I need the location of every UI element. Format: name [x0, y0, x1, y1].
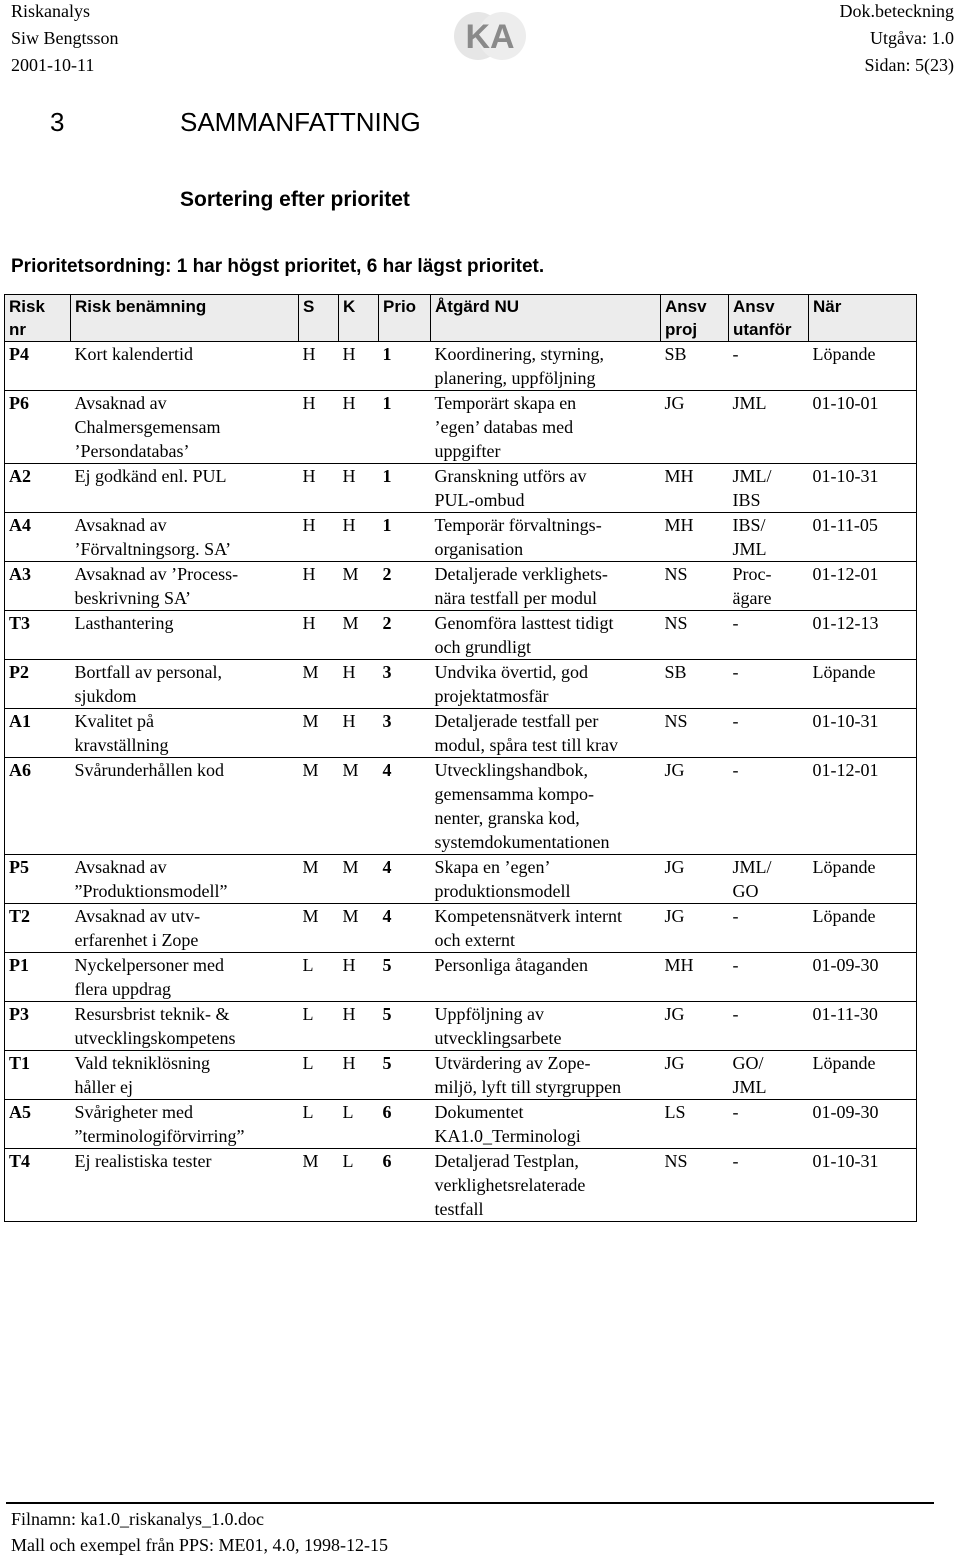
cell-priority: 1 [379, 391, 431, 464]
cell-priority: 5 [379, 1002, 431, 1051]
header-responsible-external: Ansv utanför [729, 295, 809, 342]
cell-responsible-external: - [729, 758, 809, 855]
cell-responsible-external: Proc- ägare [729, 562, 809, 611]
cell-risk-name: Nyckelpersoner med flera uppdrag [71, 953, 299, 1002]
cell-action: Temporär förvaltnings- organisation [431, 513, 661, 562]
cell-action: Personliga åtaganden [431, 953, 661, 1002]
cell-priority: 4 [379, 855, 431, 904]
logo-text: KA [465, 18, 515, 56]
section-heading [50, 107, 421, 138]
section-number: 3 [50, 107, 65, 137]
cell-priority: 2 [379, 562, 431, 611]
footer [11, 1506, 388, 1558]
cell-responsible-external: - [729, 1002, 809, 1051]
doc-date: 2001-10-11 [11, 55, 95, 75]
cell-risk-nr: T1 [5, 1051, 71, 1100]
table-row [5, 391, 917, 464]
cell-severity: L [299, 1100, 339, 1149]
cell-responsible-external: JML [729, 391, 809, 464]
cell-when: Löpande [809, 904, 917, 953]
cell-risk-name: Ej godkänd enl. PUL [71, 464, 299, 513]
cell-consequence: H [339, 342, 379, 391]
cell-when: 01-12-01 [809, 562, 917, 611]
cell-responsible-project: JG [661, 1051, 729, 1100]
cell-when: Löpande [809, 660, 917, 709]
cell-consequence: L [339, 1149, 379, 1222]
cell-action: Skapa en ’egen’ produktionsmodell [431, 855, 661, 904]
cell-responsible-project: NS [661, 611, 729, 660]
cell-priority: 1 [379, 464, 431, 513]
cell-responsible-external: JML/ GO [729, 855, 809, 904]
cell-priority: 3 [379, 660, 431, 709]
cell-priority: 5 [379, 953, 431, 1002]
cell-responsible-external: - [729, 709, 809, 758]
header-risk-nr: Risk nr [5, 295, 71, 342]
cell-action: Kompetensnätverk internt och externt [431, 904, 661, 953]
cell-responsible-project: JG [661, 904, 729, 953]
header-left [11, 0, 119, 79]
cell-consequence: H [339, 660, 379, 709]
cell-risk-name: Avsaknad av utv- erfarenhet i Zope [71, 904, 299, 953]
table-row [5, 660, 917, 709]
cell-severity: L [299, 1002, 339, 1051]
cell-risk-nr: P3 [5, 1002, 71, 1051]
cell-responsible-external: - [729, 342, 809, 391]
cell-responsible-project: NS [661, 1149, 729, 1222]
cell-when: 01-11-05 [809, 513, 917, 562]
footer-divider [6, 1502, 934, 1504]
cell-responsible-external: - [729, 1149, 809, 1222]
cell-severity: H [299, 342, 339, 391]
cell-action: Detaljerad Testplan, verklighetsrelaterade testfall [431, 1149, 661, 1222]
priority-note: Prioritetsordning: 1 har högst prioritet, 6 har lägst prioritet. [11, 256, 545, 277]
doc-title: Riskanalys [11, 1, 90, 21]
table-row [5, 1051, 917, 1100]
cell-severity: H [299, 611, 339, 660]
table-row [5, 953, 917, 1002]
cell-responsible-project: LS [661, 1100, 729, 1149]
cell-when: Löpande [809, 342, 917, 391]
cell-priority: 4 [379, 758, 431, 855]
cell-when: Löpande [809, 1051, 917, 1100]
cell-risk-name: Lasthantering [71, 611, 299, 660]
cell-risk-name: Avsaknad av ”Produktionsmodell” [71, 855, 299, 904]
cell-risk-nr: A3 [5, 562, 71, 611]
cell-risk-name: Avsaknad av ’Förvaltningsorg. SA’ [71, 513, 299, 562]
cell-risk-name: Svårigheter med ”terminologiförvirring” [71, 1100, 299, 1149]
cell-consequence: H [339, 1051, 379, 1100]
cell-action: Undvika övertid, god projektatmosfär [431, 660, 661, 709]
cell-severity: H [299, 513, 339, 562]
cell-action: Detaljerade testfall per modul, spåra test till krav [431, 709, 661, 758]
cell-priority: 5 [379, 1051, 431, 1100]
cell-responsible-project: NS [661, 709, 729, 758]
cell-risk-name: Svårunderhållen kod [71, 758, 299, 855]
header-severity: S [299, 295, 339, 342]
cell-action: Utvecklingshandbok, gemensamma kompo- nenter, granska kod, systemdokumentationen [431, 758, 661, 855]
cell-responsible-project: JG [661, 1002, 729, 1051]
cell-risk-nr: P6 [5, 391, 71, 464]
cell-risk-nr: T2 [5, 904, 71, 953]
cell-consequence: M [339, 904, 379, 953]
cell-consequence: M [339, 562, 379, 611]
cell-responsible-external: - [729, 904, 809, 953]
cell-when: 01-09-30 [809, 1100, 917, 1149]
table-row [5, 513, 917, 562]
cell-action: Genomföra lasttest tidigt och grundligt [431, 611, 661, 660]
doc-reference: Dok.beteckning [839, 1, 954, 21]
cell-risk-nr: A1 [5, 709, 71, 758]
cell-priority: 1 [379, 342, 431, 391]
table-row [5, 1149, 917, 1222]
cell-risk-nr: P1 [5, 953, 71, 1002]
cell-responsible-external: IBS/ JML [729, 513, 809, 562]
cell-risk-nr: T4 [5, 1149, 71, 1222]
cell-risk-name: Vald tekniklösning håller ej [71, 1051, 299, 1100]
cell-consequence: H [339, 391, 379, 464]
cell-severity: M [299, 709, 339, 758]
header-action: Åtgärd NU [431, 295, 661, 342]
cell-action: Dokumentet KA1.0_Terminologi [431, 1100, 661, 1149]
cell-action: Granskning utförs av PUL-ombud [431, 464, 661, 513]
cell-severity: M [299, 904, 339, 953]
footer-template: Mall och exempel från PPS: ME01, 4.0, 1998-12-15 [11, 1535, 388, 1555]
cell-severity: H [299, 562, 339, 611]
cell-priority: 2 [379, 611, 431, 660]
cell-priority: 4 [379, 904, 431, 953]
cell-when: Löpande [809, 855, 917, 904]
header-responsible-project: Ansv proj [661, 295, 729, 342]
table-body [5, 342, 917, 1222]
cell-responsible-project: MH [661, 953, 729, 1002]
cell-risk-nr: A5 [5, 1100, 71, 1149]
cell-responsible-project: JG [661, 391, 729, 464]
cell-risk-nr: A4 [5, 513, 71, 562]
cell-severity: H [299, 391, 339, 464]
cell-risk-nr: A2 [5, 464, 71, 513]
cell-consequence: M [339, 855, 379, 904]
cell-priority: 1 [379, 513, 431, 562]
cell-responsible-project: JG [661, 855, 729, 904]
cell-severity: L [299, 1051, 339, 1100]
cell-when: 01-10-31 [809, 709, 917, 758]
cell-risk-nr: T3 [5, 611, 71, 660]
cell-responsible-project: NS [661, 562, 729, 611]
risk-table [4, 294, 917, 1222]
subsection-heading: Sortering efter prioritet [180, 188, 410, 211]
cell-priority: 6 [379, 1100, 431, 1149]
cell-when: 01-10-31 [809, 464, 917, 513]
cell-action: Koordinering, styrning, planering, uppföljning [431, 342, 661, 391]
cell-consequence: H [339, 709, 379, 758]
cell-priority: 6 [379, 1149, 431, 1222]
table-row [5, 855, 917, 904]
cell-risk-nr: P4 [5, 342, 71, 391]
cell-severity: M [299, 758, 339, 855]
header-consequence: K [339, 295, 379, 342]
cell-risk-nr: P5 [5, 855, 71, 904]
cell-when: 01-10-01 [809, 391, 917, 464]
cell-when: 01-12-13 [809, 611, 917, 660]
table-row [5, 1100, 917, 1149]
cell-consequence: H [339, 953, 379, 1002]
cell-responsible-project: SB [661, 660, 729, 709]
cell-risk-name: Avsaknad av ’Process- beskrivning SA’ [71, 562, 299, 611]
cell-responsible-project: SB [661, 342, 729, 391]
cell-consequence: H [339, 464, 379, 513]
cell-severity: M [299, 855, 339, 904]
cell-when: 01-09-30 [809, 953, 917, 1002]
cell-risk-nr: A6 [5, 758, 71, 855]
doc-author: Siw Bengtsson [11, 28, 119, 48]
table-row [5, 464, 917, 513]
section-title: SAMMANFATTNING [180, 107, 421, 137]
table-row [5, 709, 917, 758]
table-row [5, 1002, 917, 1051]
cell-responsible-external: - [729, 611, 809, 660]
table-row [5, 342, 917, 391]
footer-filename: Filnamn: ka1.0_riskanalys_1.0.doc [11, 1509, 264, 1529]
cell-risk-name: Resursbrist teknik- & utvecklingskompetens [71, 1002, 299, 1051]
cell-action: Uppföljning av utvecklingsarbete [431, 1002, 661, 1051]
doc-version: Utgåva: 1.0 [870, 28, 954, 48]
header-right [840, 0, 954, 79]
header-priority: Prio [379, 295, 431, 342]
cell-risk-name: Ej realistiska tester [71, 1149, 299, 1222]
table-row [5, 562, 917, 611]
cell-responsible-external: - [729, 660, 809, 709]
cell-severity: M [299, 660, 339, 709]
cell-consequence: M [339, 611, 379, 660]
table-row [5, 758, 917, 855]
cell-severity: L [299, 953, 339, 1002]
header-risk-name: Risk benämning [71, 295, 299, 342]
table-header-row [5, 295, 917, 342]
cell-consequence: M [339, 758, 379, 855]
table-row [5, 611, 917, 660]
table-row [5, 904, 917, 953]
cell-severity: H [299, 464, 339, 513]
company-logo [430, 0, 550, 74]
cell-risk-name: Bortfall av personal, sjukdom [71, 660, 299, 709]
cell-severity: M [299, 1149, 339, 1222]
cell-priority: 3 [379, 709, 431, 758]
cell-responsible-external: - [729, 953, 809, 1002]
cell-consequence: L [339, 1100, 379, 1149]
cell-action: Detaljerade verklighets- nära testfall per modul [431, 562, 661, 611]
doc-page: Sidan: 5(23) [864, 55, 954, 75]
cell-responsible-project: MH [661, 513, 729, 562]
cell-risk-name: Avsaknad av Chalmersgemensam ’Persondatabas’ [71, 391, 299, 464]
cell-consequence: H [339, 513, 379, 562]
cell-risk-name: Kvalitet på kravställning [71, 709, 299, 758]
cell-risk-name: Kort kalendertid [71, 342, 299, 391]
cell-responsible-external: GO/ JML [729, 1051, 809, 1100]
cell-responsible-external: JML/ IBS [729, 464, 809, 513]
cell-risk-nr: P2 [5, 660, 71, 709]
cell-when: 01-12-01 [809, 758, 917, 855]
cell-action: Temporärt skapa en ’egen’ databas med uppgifter [431, 391, 661, 464]
cell-consequence: H [339, 1002, 379, 1051]
cell-responsible-project: JG [661, 758, 729, 855]
header-when: När [809, 295, 917, 342]
cell-when: 01-10-31 [809, 1149, 917, 1222]
cell-when: 01-11-30 [809, 1002, 917, 1051]
cell-action: Utvärdering av Zope- miljö, lyft till styrgruppen [431, 1051, 661, 1100]
cell-responsible-project: MH [661, 464, 729, 513]
cell-responsible-external: - [729, 1100, 809, 1149]
